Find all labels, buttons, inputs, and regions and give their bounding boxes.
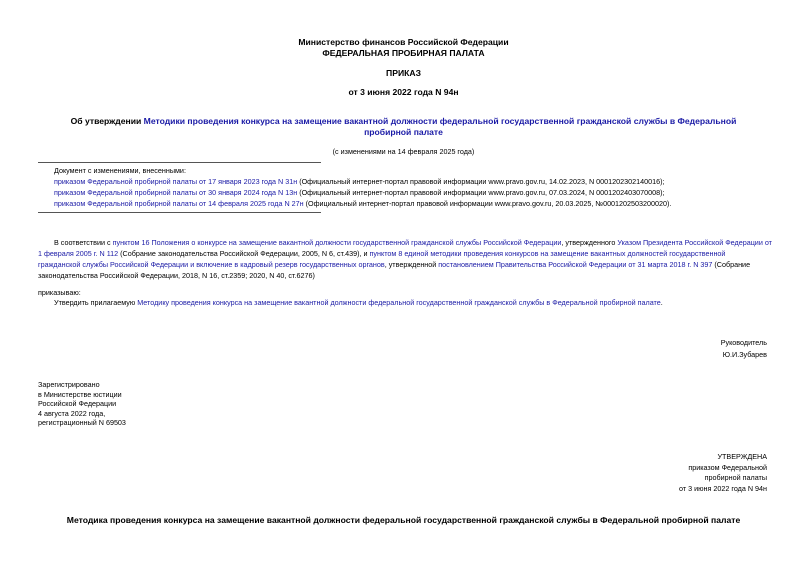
preamble-link[interactable]: пунктом 8 единой методики проведения конкурсов на замещение вакантных должностей государственной (369, 249, 726, 258)
preamble-link[interactable]: постановлением Правительства Российской Федерации от 31 марта 2018 г. N 397 (438, 260, 713, 269)
divider-top (38, 162, 321, 163)
preamble-text: (Собрание законодательства Российской Федерации, 2005, N 6, ст.439), и (118, 249, 370, 258)
registration-line: Зарегистрировано (38, 380, 100, 389)
approved-line: пробирной палаты (704, 473, 767, 482)
preamble-text: В соответствии с (54, 238, 113, 247)
divider-bottom (38, 212, 321, 213)
registration-line: 4 августа 2022 года, (38, 408, 106, 418)
preamble-line (38, 238, 770, 249)
amendment-source: (Официальный интернет-портал правовой информации www.pravo.gov.ru, 14.02.2023, N 0001202302140016); (297, 177, 665, 186)
doc-type: ПРИКАЗ (386, 68, 421, 78)
registration-line: Российской Федерации (38, 399, 117, 409)
doc-title-line1 (0, 116, 807, 126)
amendments-intro: Документ с изменениями, внесенными: (54, 166, 186, 175)
approved-block (679, 452, 767, 494)
title-link-cont[interactable]: пробирной палате (364, 127, 443, 137)
preamble-line (38, 260, 770, 271)
amendment-source: (Официальный интернет-портал правовой информации www.pravo.gov.ru, 07.03.2024, N 0001202403070008); (297, 188, 665, 197)
amendment-item (54, 188, 671, 199)
preamble-link[interactable]: гражданской службы Российской Федерации и включение в кадровый резерв государственных органов (38, 260, 385, 269)
preamble-link[interactable]: пунктом 16 Положения о конкурсе на замещение вакантной должности государственной гражданской службы Российской Федерации (112, 238, 562, 247)
signature-block (721, 338, 767, 362)
preamble-text: (Собрание (712, 260, 751, 269)
order-command: приказываю: (38, 288, 81, 297)
preamble-text: , утвержденного (561, 238, 618, 247)
ministry-name: Министерство финансов Российской Федерации (298, 37, 509, 47)
methodology-title: Методика проведения конкурса на замещение вакантной должности федеральной государственной гражданской службы в Федеральной пробирной палате (66, 515, 741, 525)
changes-note: (с изменениями на 14 февраля 2025 года) (332, 147, 475, 156)
amendment-source: (Официальный интернет-портал правовой информации www.pravo.gov.ru, 20.03.2025, №0001202503200020). (303, 199, 672, 208)
doc-title-line2 (0, 127, 807, 137)
registration-line: регистрационный N 69503 (38, 418, 126, 428)
amendments-block (54, 166, 671, 210)
preamble-link[interactable]: Указом Президента Российской Федерации от (617, 238, 772, 247)
order-text: . (660, 298, 663, 307)
chamber-name: ФЕДЕРАЛЬНАЯ ПРОБИРНАЯ ПАЛАТА (322, 48, 485, 58)
amendment-item (54, 199, 671, 210)
signature-name: Ю.И.Зубарев (722, 350, 767, 359)
registration-block (38, 380, 126, 428)
approved-line: приказом Федеральной (688, 462, 767, 472)
amendment-item (54, 177, 671, 188)
preamble-line (38, 249, 770, 260)
doc-date-number: от 3 июня 2022 года N 94н (348, 87, 459, 97)
registration-line: в Министерстве юстиции (38, 389, 122, 399)
preamble-paragraph (38, 238, 770, 282)
approved-line: от 3 июня 2022 года N 94н (678, 483, 767, 493)
preamble-link[interactable]: 1 февраля 2005 г. N 112 (38, 249, 119, 258)
preamble-text: , утвержденной (384, 260, 439, 269)
amendment-link[interactable]: приказом Федеральной пробирной палаты от 17 января 2023 года N 31н (54, 177, 298, 186)
title-prefix: Об утверждении (70, 116, 144, 126)
approved-line: УТВЕРЖДЕНА (717, 452, 767, 461)
preamble-line: законодательства Российской Федерации, 2018, N 16, ст.2359; 2020, N 40, ст.6276) (38, 271, 315, 280)
order-approve (54, 298, 663, 307)
title-link[interactable]: Методики проведения конкурса на замещение вакантной должности федеральной государственной гражданской службы в Федеральной (143, 116, 737, 126)
order-text: Утвердить прилагаемую (54, 298, 138, 307)
amendment-link[interactable]: приказом Федеральной пробирной палаты от 30 января 2024 года N 13н (54, 188, 298, 197)
amendment-link[interactable]: приказом Федеральной пробирной палаты от 14 февраля 2025 года N 27н (54, 199, 304, 208)
signature-role: Руководитель (720, 338, 767, 347)
methodology-link[interactable]: Методику проведения конкурса на замещение вакантной должности федеральной государственной гражданской службы в Федеральной пробирной палате (137, 298, 661, 307)
